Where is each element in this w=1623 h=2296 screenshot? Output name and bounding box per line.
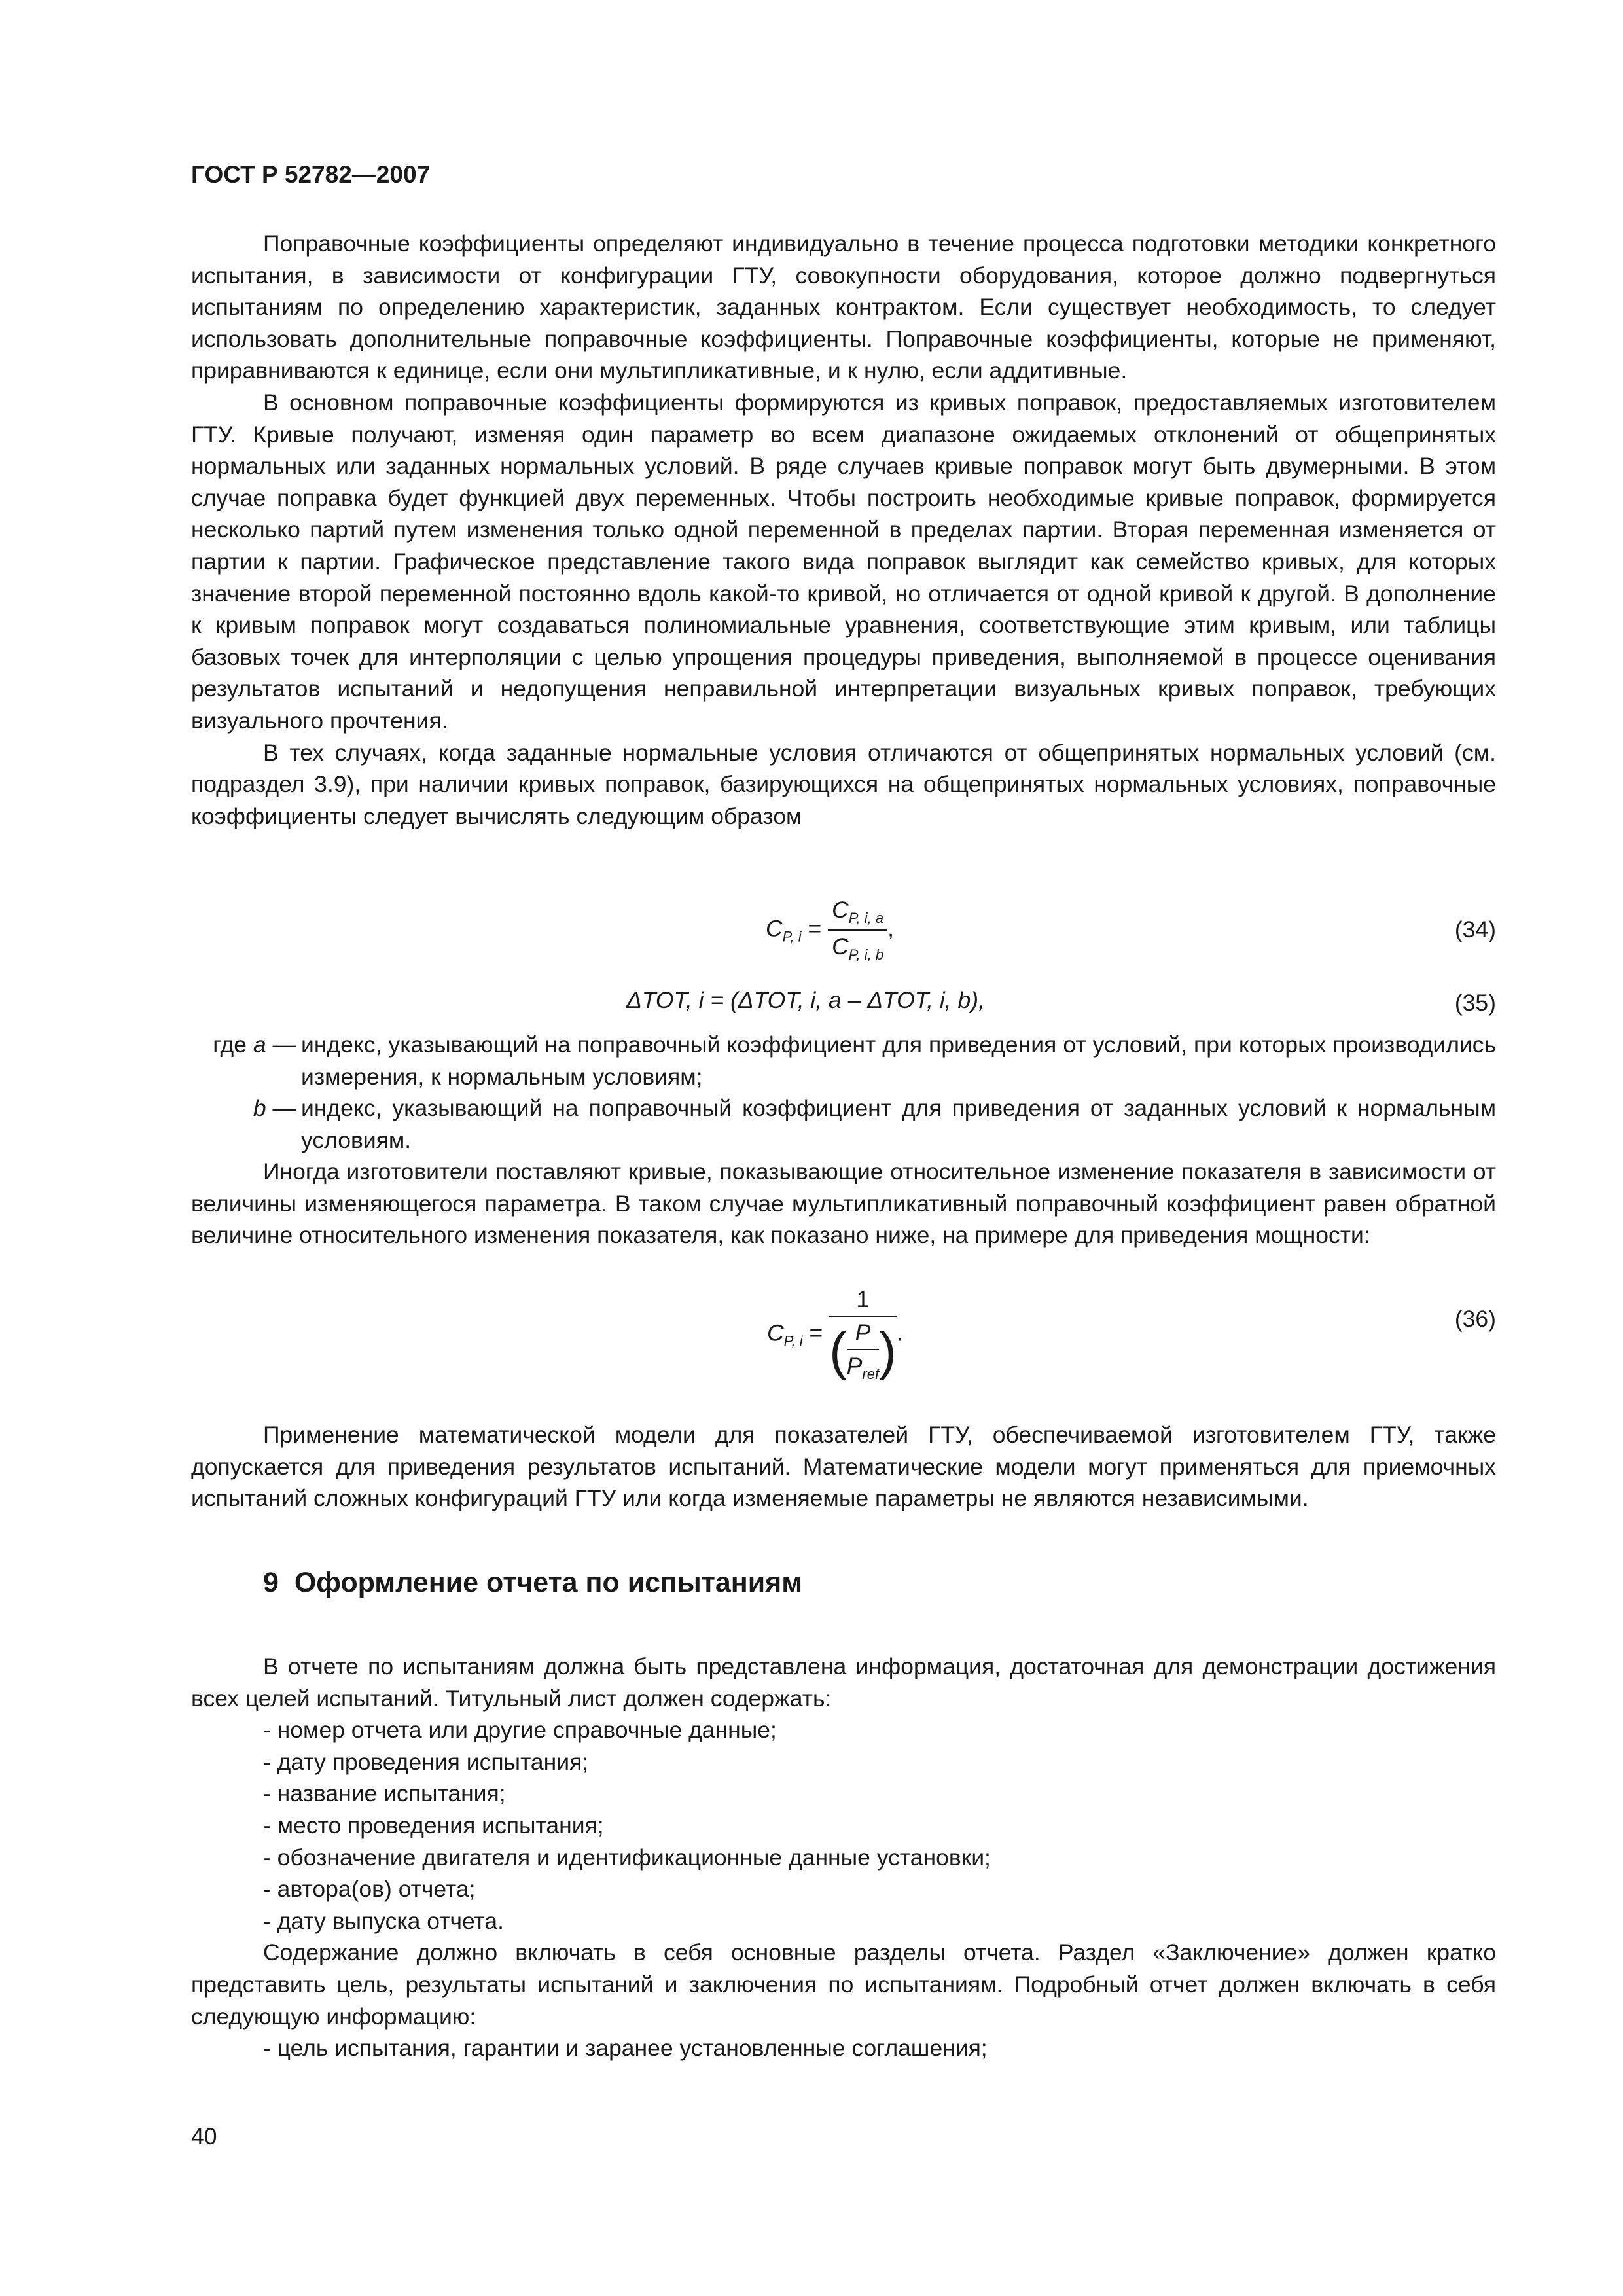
eq36-inner-denominator-sub: ref [862,1366,880,1382]
eq34-numerator-sub: P, i, a [848,910,884,926]
list-item: - автора(ов) отчета; [263,1876,476,1903]
paragraph: В тех случаях, когда заданные нормальные условия отличаются от общепринятых нормальных условий (см. подраздел 3.9), при наличии кривых поправок, базирующихся на общепринятых нормальных условиях, поправочные коэффициенты следует вычислять следующим образом [191,739,1496,829]
eq34-lhs: C [766,915,783,942]
definition-text: индекс, указывающий на поправочный коэффициент для приведения от условий, при которых производились измерения, к нормальным условиям; [301,1031,1496,1090]
section-title: Оформление отчета по испытаниям [294,1567,803,1598]
page-number: 40 [191,2123,217,2149]
list-item: - номер отчета или другие справочные данные; [263,1717,777,1744]
definition-dash: — [266,1031,296,1058]
eq34-denominator: C [832,933,849,960]
equation-36 [191,1286,1496,1391]
page-header: ГОСТ Р 52782—2007 [191,161,431,188]
body-text-model [191,1419,1496,1515]
list-item: - дату выпуска отчета. [263,1907,505,1934]
report-content-list [191,2032,1496,2064]
paragraph: Иногда изготовители поставляют кривые, показывающие относительное изменение показателя в зависимости от величины изменяющегося параметра. В таком случае мультипликативный поправочный коэффициент равен обратной величине относительного изменения показателя, как показано ниже, на примере для приведения мощности: [191,1158,1496,1249]
definition-a [191,1029,1496,1092]
eq36-equals: = [809,1319,823,1346]
list-item: - название испытания; [263,1780,506,1807]
definition-b [191,1092,1496,1156]
paragraph: Поправочные коэффициенты определяют индивидуально в течение процесса подготовки методики конкретного испытания, в зависимости от конфигурации ГТУ, совокупности оборудования, которое должно подвергнуться испытаниям по определению характеристик, заданных контрактом. Если существует необходимость, то следует использовать дополнительные поправочные коэффициенты. Поправочные коэффициенты, которые не применяют, приравниваются к единице, если они мультипликативные, и к нулю, если аддитивные. [191,230,1496,384]
body-text-middle [191,1156,1496,1251]
eq34-lhs-sub: P, i [782,928,802,945]
eq36-inner-fraction [847,1319,879,1383]
paragraph: В отчете по испытаниям должна быть представлена информация, достаточная для демонстрации достижения всех целей испытаний. Титульный лист должен содержать: [191,1653,1496,1712]
list-item: - дату проведения испытания; [263,1748,589,1775]
paragraph: В основном поправочные коэффициенты формируются из кривых поправок, предоставляемых изготовителем ГТУ. Кривые получают, изменяя один параметр во всем диапазоне ожидаемых отклонений от общепринятых нормальных или заданных нормальных условий. В ряде случаев кривые поправок могут быть двумерными. В этом случае поправка будет функцией двух переменных. Чтобы построить необходимые кривые поправок, формируется несколько партий путем изменения только одной переменной в пределах партии. Вторая переменная изменяется от партии к партии. Графическое представление такого вида поправок выглядит как семейство кривых, для которых значение второй переменной постоянно вдоль какой-то кривой, но отличается от одной кривой к другой. В дополнение к кривым поправок могут создаваться полиномиальные уравнения, соответствующие этим кривым, или таблицы базовых точек для интерполяции с целью упрощения процедуры приведения, выполняемой в процессе оценивания результатов испытаний и недопущения неправильной интерпретации визуальных кривых поправок, требующих визуального прочтения. [191,389,1496,734]
eq36-tail: . [896,1319,903,1346]
eq35-number: (35) [1454,990,1496,1016]
eq36-numerator: 1 [829,1286,897,1317]
body-text-report [191,1651,1496,2064]
definition-text: индекс, указывающий на поправочный коэффициент для приведения от заданных условий к нормальным условиям. [301,1095,1496,1153]
eq36-lhs: C [767,1319,784,1346]
definition-prefix: где [213,1031,253,1058]
list-item: - обозначение двигателя и идентификационные данные установки; [263,1844,991,1871]
body-text-top [191,228,1496,832]
eq36-inner-numerator: P [847,1319,879,1350]
eq35-expression: ΔTOT, i = (ΔTOT, i, a – ΔTOT, i, b), [626,987,985,1013]
section-number: 9 [263,1567,279,1598]
definitions [191,1029,1496,1156]
paragraph: Применение математической модели для показателей ГТУ, обеспечиваемой изготовителем ГТУ, также допускается для приведения результатов испытаний. Математические модели могут применяться для приемочных испытаний сложных конфигураций ГТУ или когда изменяемые параметры не являются независимыми. [191,1422,1496,1512]
eq34-numerator: C [832,897,849,923]
equation-34 [191,897,1496,975]
eq36-lhs-sub: P, i [783,1333,803,1350]
eq34-equals: = [808,915,822,942]
eq34-denominator-sub: P, i, b [848,946,884,963]
list-item: - цель испытания, гарантии и заранее установленные соглашения; [263,2035,988,2062]
definition-dash: — [266,1095,296,1122]
eq34-tail: , [887,915,895,942]
eq36-number: (36) [1454,1306,1496,1332]
paragraph: Содержание должно включать в себя основные разделы отчета. Раздел «Заключение» должен кратко представить цель, результаты испытаний и заключения по испытаниям. Подробный отчет должен включать в себя следующую информацию: [191,1939,1496,2030]
eq34-fraction [828,897,887,963]
title-page-list [191,1714,1496,1937]
eq34-number: (34) [1454,916,1496,942]
eq36-left-paren: ( [829,1321,847,1380]
definition-variable: b [253,1095,266,1122]
definition-variable: a [253,1031,266,1058]
section-heading [263,1567,802,1599]
eq36-right-paren: ) [879,1321,897,1380]
equation-35 [191,987,1496,1020]
eq36-inner-denominator: P [846,1353,863,1379]
list-item: - место проведения испытания; [263,1812,604,1839]
eq36-fraction [829,1286,897,1383]
